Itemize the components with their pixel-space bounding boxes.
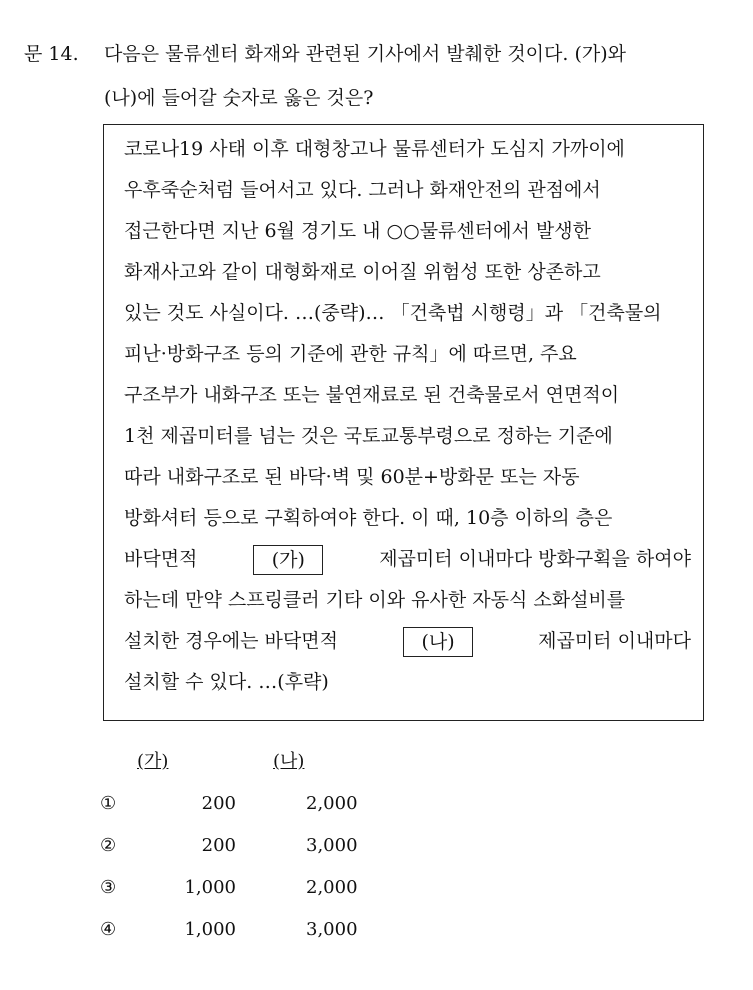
passage-line: 방화셔터 등으로 구획하여야 한다. 이 때, 10층 이하의 층은 [124, 507, 613, 529]
choices-header [100, 738, 406, 782]
choice-value-ga: 200 [201, 792, 236, 814]
question-number: 문 14. [24, 43, 79, 65]
choice-option-3[interactable] [100, 866, 406, 908]
column-header-ga: (가) [137, 751, 169, 772]
choice-value-na: 3,000 [306, 918, 358, 940]
passage-text: 제곱미터 이내마다 방화구획을 하여야 [379, 548, 691, 570]
blank-box-ga: (가) [253, 545, 323, 575]
choice-value-na: 2,000 [306, 792, 358, 814]
blank-box-na: (나) [403, 627, 473, 657]
choice-mark: ② [100, 834, 117, 856]
choice-mark: ① [100, 792, 117, 814]
passage-line: 구조부가 내화구조 또는 불연재료로 된 건축물로서 연면적이 [124, 384, 620, 406]
passage-line: 접근한다면 지난 6월 경기도 내 ○○물류센터에서 발생한 [124, 220, 591, 242]
passage-line: 따라 내화구조로 된 바닥·벽 및 60분+방화문 또는 자동 [124, 466, 580, 488]
answer-choices [100, 738, 406, 950]
question-text-line2: (나)에 들어갈 숫자로 옳은 것은? [104, 87, 374, 109]
passage-text: 바닥면적 [124, 548, 198, 570]
article-passage-box [103, 124, 704, 721]
passage-line: 피난·방화구조 등의 기준에 관한 규칙」에 따르면, 주요 [124, 343, 577, 365]
passage-line: 있는 것도 사실이다. …(중략)… 「건축법 시행령」과 「건축물의 [124, 302, 662, 324]
passage-line: 설치할 수 있다. …(후략) [124, 671, 329, 693]
passage-line: 우후죽순처럼 들어서고 있다. 그러나 화재안전의 관점에서 [124, 179, 601, 201]
choice-value-na: 3,000 [306, 834, 358, 856]
choice-value-na: 2,000 [306, 876, 358, 898]
passage-line: 화재사고와 같이 대형화재로 이어질 위험성 또한 상존하고 [124, 261, 601, 283]
column-header-na: (나) [273, 751, 305, 772]
choice-value-ga: 200 [201, 834, 236, 856]
passage-text: 제곱미터 이내마다 [538, 630, 691, 652]
question-text-line1: 다음은 물류센터 화재와 관련된 기사에서 발췌한 것이다. (가)와 [104, 43, 626, 65]
passage-line: 1천 제곱미터를 넘는 것은 국토교통부령으로 정하는 기준에 [124, 425, 613, 447]
choice-mark: ③ [100, 876, 117, 898]
choice-option-2[interactable] [100, 824, 406, 866]
choice-value-ga: 1,000 [184, 918, 236, 940]
passage-line: 하는데 만약 스프링클러 기타 이와 유사한 자동식 소화설비를 [124, 589, 626, 611]
passage-line-with-blank-na [124, 621, 691, 662]
choice-option-1[interactable] [100, 782, 406, 824]
choice-mark: ④ [100, 918, 117, 940]
question-stem [24, 32, 724, 120]
passage-line-with-blank-ga [124, 539, 691, 580]
choice-value-ga: 1,000 [184, 876, 236, 898]
choice-option-4[interactable] [100, 908, 406, 950]
passage-line: 코로나19 사태 이후 대형창고나 물류센터가 도심지 가까이에 [124, 138, 625, 160]
passage-text: 설치한 경우에는 바닥면적 [124, 630, 338, 652]
